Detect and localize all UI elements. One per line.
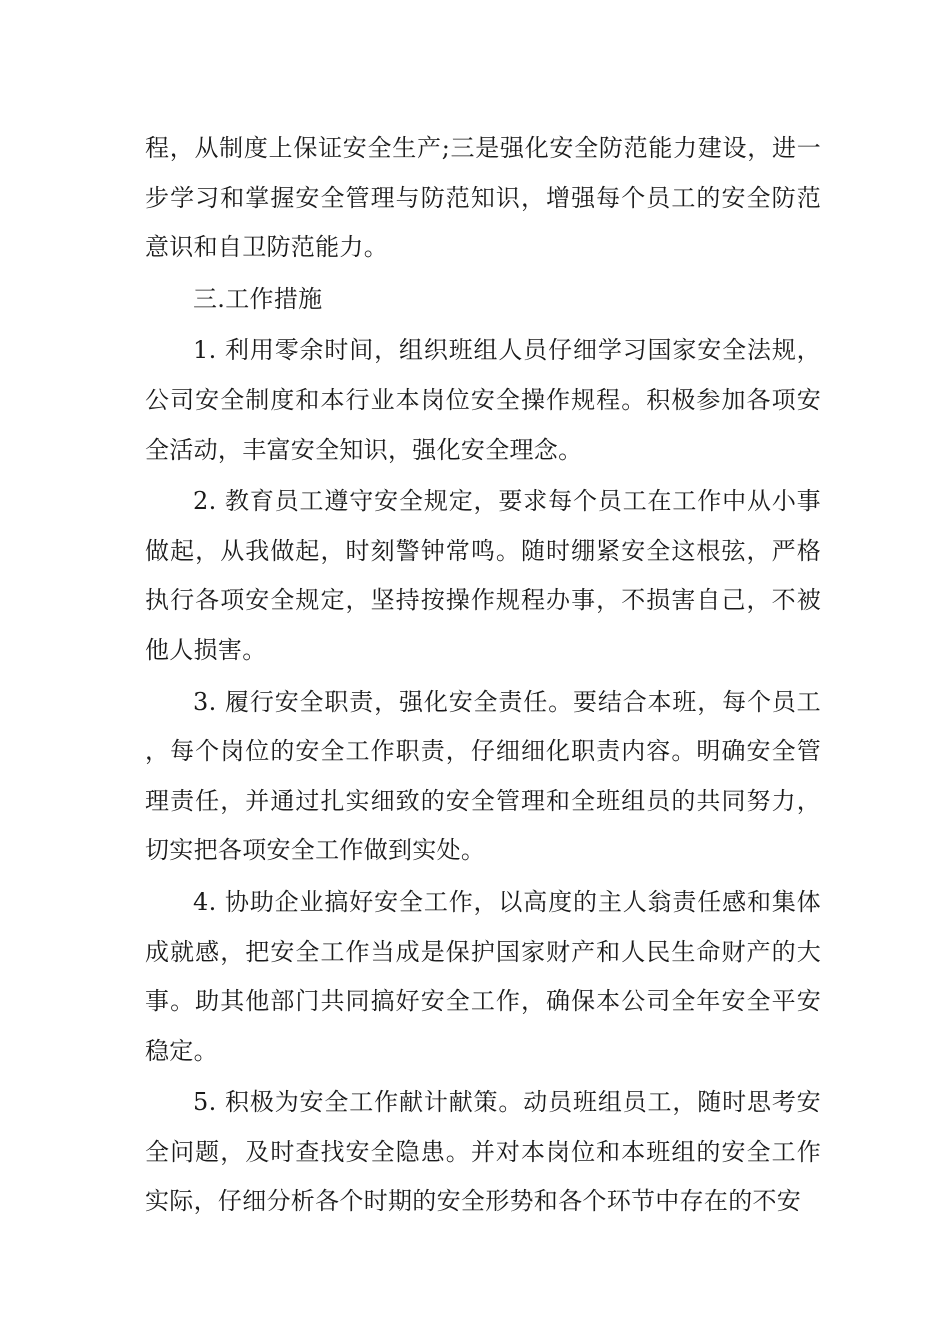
section-heading: 三.工作措施 [193, 284, 323, 313]
measure-item-1: 1. 利用零余时间，组织班组人员仔细学习国家安全法规，公司安全制度和本行业本岗位安全操作规程。积极参加各项安全活动，丰富安全知识，强化安全理念。 [145, 336, 821, 464]
paragraph-continuation: 程，从制度上保证安全生产;三是强化安全防范能力建设，进一步学习和掌握安全管理与防范知识，增强每个员工的安全防范意识和自卫防范能力。 [145, 134, 821, 262]
measure-item-2: 2. 教育员工遵守安全规定，要求每个员工在工作中从小事做起，从我做起，时刻警钟常鸣。随时绷紧安全这根弦，严格执行各项安全规定，坚持按操作规程办事，不损害自己，不被他人损害。 [145, 487, 821, 664]
measure-item-4: 4. 协助企业搞好安全工作，以高度的主人翁责任感和集体成就感，把安全工作当成是保护国家财产和人民生命财产的大事。助其他部门共同搞好安全工作，确保本公司全年安全平安稳定。 [145, 887, 821, 1065]
document-body [145, 124, 821, 1229]
measure-item-3: 3. 履行安全职责，强化安全责任。要结合本班，每个员工，每个岗位的安全工作职责，仔细细化职责内容。明确安全管理责任，并通过扎实细致的安全管理和全班组员的共同努力，切实把各项安全工作做到实处。 [145, 687, 821, 865]
measure-item-5: 5. 积极为安全工作献计献策。动员班组员工，随时思考安全问题，及时查找安全隐患。并对本岗位和本班组的安全工作实际，仔细分析各个时期的安全形势和各个环节中存在的不安 [145, 1088, 821, 1216]
